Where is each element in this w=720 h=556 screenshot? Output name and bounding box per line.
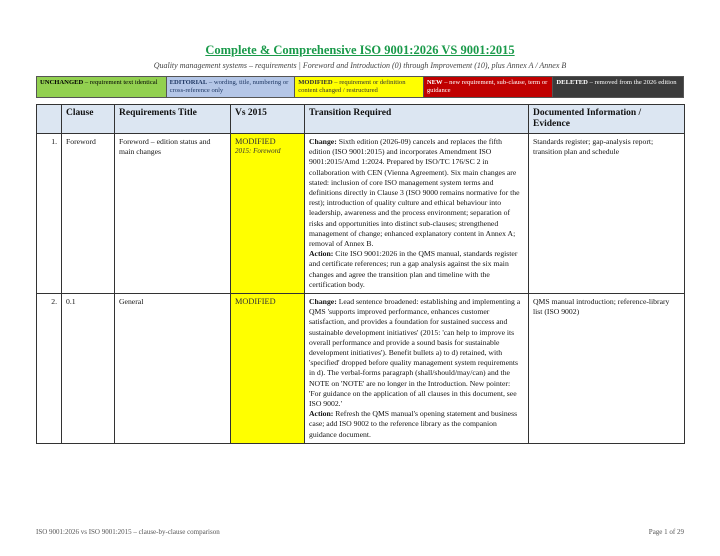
row-documented: Standards register; gap-analysis report; transition plan and schedule (529, 134, 685, 294)
header-transition: Transition Required (305, 105, 529, 134)
action-label: Action: (309, 249, 334, 259)
change-label: Change: (309, 137, 337, 146)
status-legend (36, 76, 684, 98)
header-title: Requirements Title (115, 105, 231, 134)
change-label: Change: (309, 297, 337, 307)
change-text: Sixth edition (2026-09) cancels and replaces the fifth edition (ISO 9001:2015) and incorporates Amendment ISO 9001:2015/Amd 1:2024. Prepared by ISO/TC 176/SC 2 in collaboration with CEN (Vienna Agreement). Six main changes are stated: inclusion of core ISO management system terms and definitions directly in Clause 3 (ISO 9000 remains normative for the rest); introduction of quality culture and ethical behaviour into leadership, awareness and the process environment; separation of risks and opportunities into distinct sub-clauses; strengthened management of change; enhanced explanatory content in Annex A; removal of Annex B. (309, 137, 520, 249)
legend-new: NEW – new requirement, sub-clause, term or guidance (424, 77, 554, 97)
row-clause: Foreword (62, 134, 115, 294)
row-clause: 0.1 (62, 294, 115, 444)
action-label: Action: (309, 409, 334, 419)
row-vs-2015 (231, 294, 305, 444)
document-subtitle: Quality management systems – requirements | Foreword and Introduction (0) through Improvement (10), plus Annex A / Annex B (153, 61, 567, 70)
footer-document-name: ISO 9001:2026 vs ISO 9001:2015 – clause-by-clause comparison (36, 528, 220, 536)
table-row (37, 294, 685, 444)
header-documented: Documented Information / Evidence (529, 105, 685, 134)
row-number: 1. (37, 134, 62, 294)
row-title: Foreword – edition status and main changes (115, 134, 231, 294)
row-transition (305, 294, 529, 444)
action-text: Cite ISO 9001:2026 in the QMS manual, standards register and certificate references; run a gap analysis against the six main changes and agree the transition plan and timeline with the certification body. (309, 249, 518, 289)
row-number: 2. (37, 294, 62, 444)
legend-deleted: DELETED – removed from the 2026 edition (553, 77, 683, 97)
row-transition (305, 134, 529, 294)
document-title: Complete & Comprehensive ISO 9001:2026 VS 9001:2015 (205, 43, 515, 57)
header-clause: Clause (62, 105, 115, 134)
action-text: Refresh the QMS manual's opening statement and business case; add ISO 9002 to the reference library as the companion guidance document. (309, 409, 518, 439)
status-badge: MODIFIED (235, 137, 276, 146)
change-text: Lead sentence broadened: establishing and implementing a QMS 'supports improved performance, enhances customer satisfaction, and provides a foundation for sustained success and sustainable development initiatives' (2015: 'can help to improve its overall performance and provide a sound basis for sustainable development initiatives'). Benefit bullets a) to d) retained, with 'specified' dropped before quality management system requirements in d). The verbal-forms paragraph (shall/should/may/can) and the NOTE on 'NOTE' are no longer in the Introduction. New pointer: 'For guidance on the application of all clauses in this document, see ISO 9002.' (309, 297, 521, 409)
legend-editorial: EDITORIAL – wording, title, numbering or cross-reference only (167, 77, 296, 97)
status-badge: MODIFIED (235, 297, 276, 307)
table-row (37, 134, 685, 294)
table-header-row (37, 105, 685, 134)
footer-page-number: Page 1 of 29 (648, 528, 684, 536)
row-documented: QMS manual introduction; reference-library list (ISO 9002) (529, 294, 685, 444)
header-vs-2015: Vs 2015 (231, 105, 305, 134)
legend-modified: MODIFIED – requirement or definition content changed / restructured (295, 77, 424, 97)
legend-unchanged: UNCHANGED – requirement text identical (37, 77, 167, 97)
comparison-table (36, 104, 685, 444)
row-title: General (115, 294, 231, 444)
header-num (37, 105, 62, 134)
row-vs-2015 (231, 134, 305, 294)
row-vs-note: 2015: Foreword (235, 147, 281, 156)
